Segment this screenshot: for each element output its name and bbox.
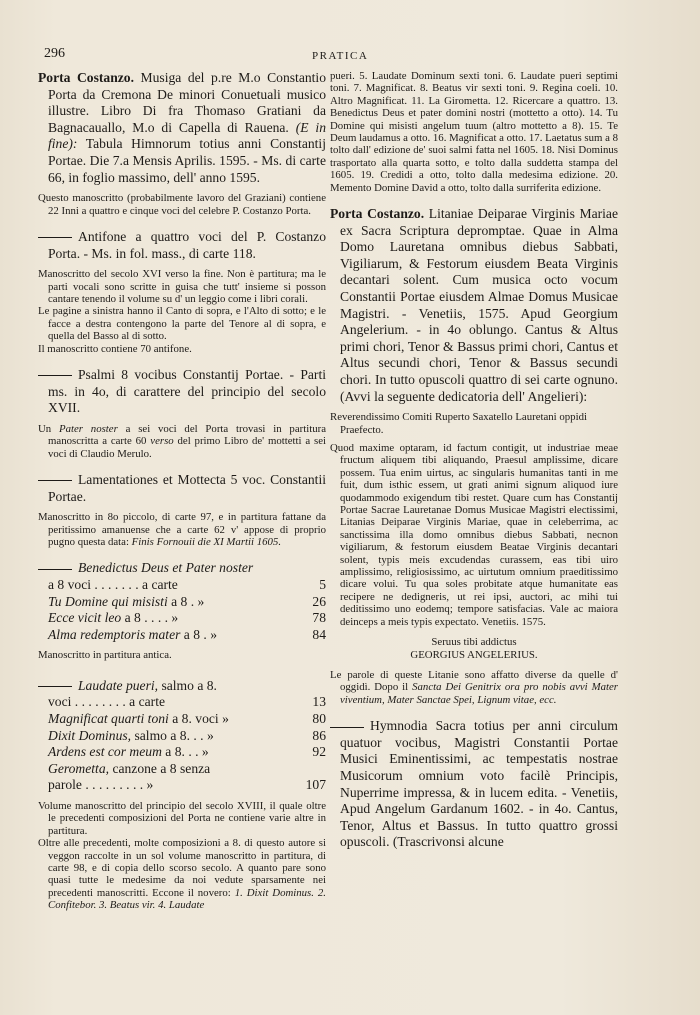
dash-rule [330, 727, 364, 728]
benedictus-item: Ecce vicit leo a 8 . . . . » 78 [48, 610, 326, 626]
note-continued: pueri. 5. Laudate Dominum sexti toni. 6. Laudate pueri septimi toni. 7. Magnificat. 8. Beatus vir sexti toni. 9. Regina coeli. 10. Altro Magnificat. 11. La Girometta. 12. Ricercare a quattro. 13. Benedictus Deus et pater domini nostri (mottetto a otto). 14. Tu Domine qui misisti angelum tuum (altro mottetto a 8). 15. Te Deum laudamus a otto. 16. Magnificat a otto. 17. Laetatus sum a 8 tolto dall' edizione de' suoi salmi fatta nel 1605. 18. Nisi Dominus trasportato alla quarta sotto, e tolto dalla suddetta stampa del 1605. 19. Credidi a otto, tolto dalla medesima edizione. 20. Memento Domine David a otto, tolto dalla surriferita edizione. [330, 70, 618, 194]
note-antifone-1: Manoscritto del secolo XVI verso la fine. Non è partitura; ma le parti vocali sono scritte in guisa che tutt' insieme si posson cantare tenendo il volume su d' un leggio come i libri corali. [38, 268, 326, 305]
laudate-item: Magnificat quarti toni a 8. voci » 80 [48, 710, 326, 726]
left-column [38, 70, 326, 912]
dash-rule [38, 375, 72, 376]
signature-name: GEORGIUS ANGELERIUS. [410, 648, 538, 661]
laudate-item: Dixit Dominus, salmo a 8. . . » 86 [48, 727, 326, 743]
dedication-text: Quod maxime optaram, id factum contigit, ut industriae meae fructum aliquem tibi aliquando, Praesul amplissime, dicare possem. Tua enim uirtus, ac singularis humanitas tanti in me fuit, dum isthic essem, ut grati animi signum aliquod iure quodammodo exigendum tibi restet. Quare cum has Constantij Portae Sacrae Lauretanae Domus Musicae Magistri electissimi, Litanias Deiparae Virginis Mariae, quae in celeberrima, ac sanctissima illa domo omnibus diebus Sabbati, necnon vigiliarum, & festorum eiusdem Beatae Virginis decantari solent, typis meis excudendas curassem, eas tibi uiro amplissimo, religiosissimo, ac uirtutum omnium praeditissimo dicare volui. Tu qua soles probitate atque humanitate eas recipere ne dedigneris, ut rei ipsi, auctori, ac mihi tui deditissimo uno eodemq; tempore satisfacias. Vale ac maiora deinceps a meis typis expectato. Venetiis. 1575. [330, 442, 618, 628]
entry-antifone: Antifone a quattro voci del P. Costanzo Porta. - Ms. in fol. mass., di carte 118. [38, 229, 326, 262]
dash-rule [38, 480, 72, 481]
note-lamentationes: Manoscritto in 8o piccolo, di carte 97, e in partitura fattane da peritissimo amanuense che a carte 62 v' appose di proprio pugno questa data: Finis Fornouii die XI Martii 1605. [38, 511, 326, 548]
entry-porta-tabula: Porta Costanzo. Musiga del p.re M.o Constantio Porta da Cremona De minori Conuetuali musico illustre. Libro Di fra Thomaso Gratiani da Bagnacauallo, M.o di Capella di Rauena. (E in fine): Tabula Himnorum totius anni Constantij Portae. Die 7.a Mensis Aprilis. 1595. - Ms. di carte 66, in foglio massimo, dell' anno 1595. [38, 70, 326, 185]
laudate-item: Ardens est cor meum a 8. . . » 92 [48, 744, 326, 760]
dash-rule [38, 569, 72, 570]
note-antifone-3: Il manoscritto contiene 70 antifone. [38, 342, 192, 355]
note-benedictus: Manoscritto in partitura antica. [38, 649, 172, 662]
note-psalmi: Un Pater noster a sei voci del Porta trovasi in partitura manoscritta a carte 60 verso del primo Libro de' mottetti a sei voci di Claudio Merulo. [38, 422, 326, 460]
note-tabula: Questo manoscritto (probabilmente lavoro del Graziani) contiene 22 Inni a quattro e cinque voci del celebre P. Costanzo Porta. [38, 192, 326, 217]
entry-laudate: Laudate pueri, salmo a 8. [38, 678, 326, 695]
note-litaniae: Le parole di queste Litanie sono affatto diverse da quelle d' oggidì. Dopo il Sancta Dei Genitrix ora pro nobis avvi Mater viventium, Mater Sanctae Spei, Lignum vitae, ecc. [330, 668, 619, 706]
dedication-address: Reverendissimo Comiti Ruperto Saxatello Lauretani oppidi Praefecto. [330, 411, 587, 436]
entry-benedictus: Benedictus Deus et Pater noster [38, 560, 326, 577]
laudate-item: parole . . . . . . . . . » 107 [48, 777, 326, 793]
note-antifone-2: Le pagine a sinistra hanno il Canto di sopra, e l'Alto di sotto; e le facce a destra contengono la parte del Tenore al di sopra, e quella del Basso al di sotto. [38, 305, 326, 343]
running-head: PRATICA [312, 50, 369, 62]
note-laudate-2: Oltre alle precedenti, molte composizioni a 8. di questo autore si veggon raccolte in un sol volume manoscritto in partitura, di carte 98, e di copia dello scorso secolo. A quanto pare sono quasi tutte le medesime da noi vedute sparsamente nei precedenti manoscritti. Eccone il novero: 1. Dixit Dominus. 2. Confitebor. 3. Beatus vir. 4. Laudate [38, 837, 327, 912]
benedictus-item: Tu Domine qui misisti a 8 . » 26 [48, 593, 326, 609]
note-laudate-1: Volume manoscritto del principio del secolo XVIII, il quale oltre le precedenti composizioni del Porta ne contiene varie altre in partitura. [38, 799, 326, 837]
entry-litaniae: Porta Costanzo. Litaniae Deiparae Virginis Mariae ex Sacra Scriptura depromptae. Quae in Alma Domo Lauretana omnibus diebus Sabbati, Vigiliarum, & Festorum eiusdem Beata Virginis decantari solent. Cum musica octo vocum Constantii Portae eiusdem Almae Domus Musicae Magistri. - Venetiis, 1575. Apud Georgium Angelerium. - in 4o oblungo. Cantus & Altus primi chori, Tenor & Bassus primi chori, Cantus et Altus secundi chori, Tenor & Bassus secundi chori. In tutto opuscoli quattro di sei carte ognuno. (Avvi la seguente dedicatoria dell' Angelieri): [330, 206, 618, 404]
signature-servus: Seruus tibi addictus [431, 636, 517, 649]
entry-hymnodia: Hymnodia Sacra totius per anni circulum quatuor vocibus, Magistri Constantii Portae Musici Eminentissimi, ac tempestatis nostrae Musicorum omnium voto facilè Principis, Nuperrime impressa, & in lucem edita. - Venetiis, Apud Angelum Gardanum 1602. - in 4o. Cantus, Tenor, Altus et Bassus. In tutto quattro grossi opuscoli. (Trascrivonsi alcune [330, 718, 618, 851]
benedictus-item: Alma redemptoris mater a 8 . » 84 [48, 626, 326, 642]
right-column [330, 70, 618, 851]
entry-lamentationes: Lamentationes et Mottecta 5 voc. Constantii Portae. [38, 472, 326, 505]
benedictus-line: a 8 voci . . . . . . . a carte 5 [48, 577, 326, 592]
laudate-line: voci . . . . . . . . a carte 13 [48, 694, 326, 710]
entry-psalmi: Psalmi 8 vocibus Constantij Portae. - Parti ms. in 4o, di carattere del principio del secolo XVII. [38, 367, 326, 417]
laudate-item-gerometta: Gerometta, canzone a 8 senza [48, 760, 211, 776]
dash-rule [38, 237, 72, 238]
dash-rule [38, 686, 72, 687]
page-number: 296 [44, 46, 65, 61]
